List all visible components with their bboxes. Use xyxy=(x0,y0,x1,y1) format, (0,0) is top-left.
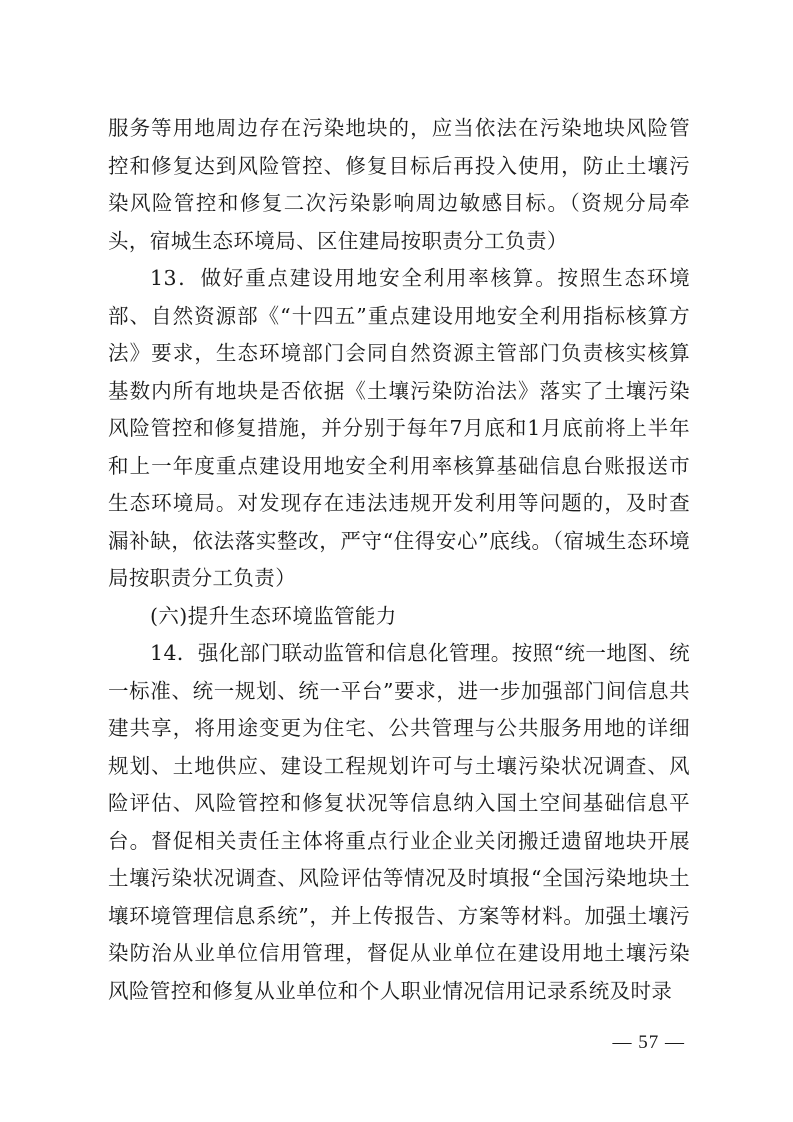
paragraph-item-13: 13．做好重点建设用地安全利用率核算。按照生态环境部、自然资源部《“十四五”重点建设用地安全利用指标核算方法》要求，生态环境部门会同自然资源主管部门负责核实核算基数内所有地块是否依据《土壤污染防治法》落实了土壤污染风险管控和修复措施，并分别于每年7月底和1月底前将上半年和上一年度重点建设用地安全利用率核算基础信息台账报送市生态环境局。对发现存在违法违规开发利用等问题的，及时查漏补缺，依法落实整改，严守“住得安心”底线。（宿城生态环境局按职责分工负责） xyxy=(108,266,690,590)
section-heading: (六)提升生态环境监管能力 xyxy=(150,603,397,628)
page-number: — 57 — xyxy=(612,1032,685,1053)
paragraph-item-14: 14．强化部门联动监管和信息化管理。按照“统一地图、统一标准、统一规划、统一平台”要求，进一步加强部门间信息共建共享，将用途变更为住宅、公共管理与公共服务用地的详细规划、土地供应、建设工程规划许可与土壤污染状况调查、风险评估、风险管控和修复状况等信息纳入国土空间基础信息平台。督促相关责任主体将重点行业企业关闭搬迁遗留地块开展土壤污染状况调查、风险评估等情况及时填报“全国污染地块土壤环境管理信息系统”，并上传报告、方案等材料。加强土壤污染防治从业单位信用管理，督促从业单位在建设用地土壤污染风险管控和修复从业单位和个人职业情况信用记录系统及时录 xyxy=(108,641,690,1003)
body-text xyxy=(108,110,690,1010)
paragraph-continuation: 服务等用地周边存在污染地块的，应当依法在污染地块风险管控和修复达到风险管控、修复目标后再投入使用，防止土壤污染风险管控和修复二次污染影响周边敏感目标。（资规分局牵头，宿城生态环境局、区住建局按职责分工负责） xyxy=(108,116,690,253)
